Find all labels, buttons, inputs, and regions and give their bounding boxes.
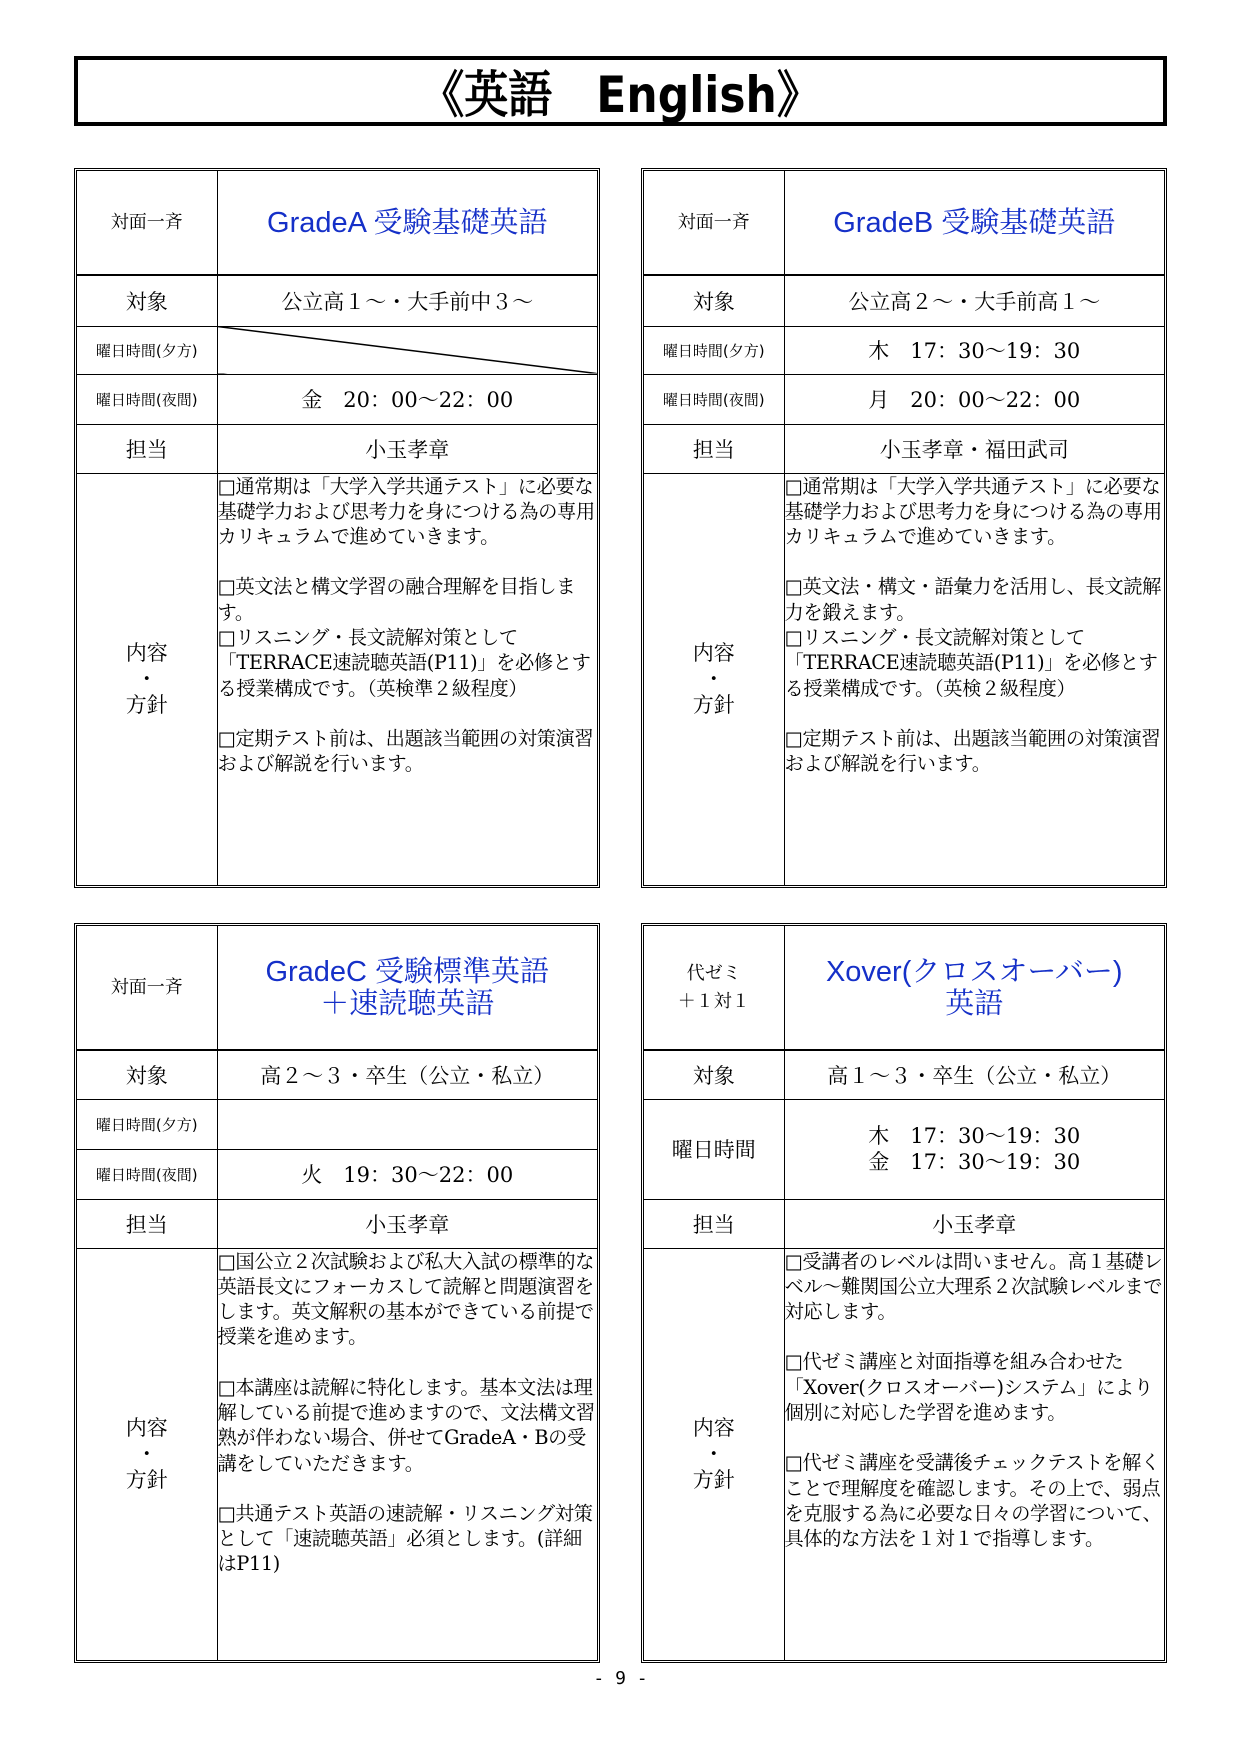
content-paragraph: □代ゼミ講座と対面指導を組み合わせた「Xover(クロスオーバー)システム」により個別に対応した学習を進めます。 (784, 1350, 1153, 1424)
target-label: 対象 (77, 275, 217, 326)
content-label-1: 内容 (125, 1416, 168, 1441)
content-paragraph: □定期テスト前は、出題該当範囲の対策演習および解説を行います。 (217, 726, 594, 776)
course-title-line: GradeC 受験標準英語 (265, 955, 550, 988)
teacher-value: 小玉孝章・福田武司 (784, 424, 1164, 473)
content-label-dot: ・ (136, 1442, 158, 1467)
target-value: 高１～３・卒生（公立・私立） (784, 1050, 1164, 1099)
content-paragraph: □英文法・構文・語彙力を活用し、長文読解力を鍛えます。 (784, 575, 1162, 624)
content-paragraph: □受講者のレベルは問いません。高１基礎レベル～難関国公立大理系２次試験レベルまで対応します。 (784, 1249, 1163, 1324)
evening-label: 曜日時間(夕方) (77, 326, 217, 374)
target-value: 高２～３・卒生（公立・私立） (217, 1050, 597, 1099)
course-kind (644, 926, 784, 1050)
content-paragraph: □国公立２次試験および私大入試の標準的な英語長文にフォーカスして読解と問題演習をします。英文解釈の基本ができている前提で授業を進めます。 (217, 1249, 595, 1349)
course-card-gradec (74, 923, 600, 1663)
teacher-value: 小玉孝章 (217, 424, 597, 473)
evening-label: 曜日時間(夕方) (77, 1099, 217, 1149)
teacher-value: 小玉孝章 (217, 1199, 597, 1248)
content-label-1: 内容 (692, 1416, 735, 1441)
night-value: 火 19：30～22：00 (217, 1149, 597, 1199)
night-value: 金 20：00～22：00 (217, 374, 597, 424)
content-paragraph: □通常期は「大学入学共通テスト」に必要な基礎学力および思考力を身につける為の専用カリキュラムで進めていきます。 (217, 474, 595, 549)
course-title-line: Xover(クロスオーバー) (825, 955, 1123, 988)
content-label-2: 方針 (692, 1468, 735, 1493)
content-paragraph: □リスニング・長文読解対策として「TERRACE速読聴英語(P11)」を必修とする授業構成です。（英検準２級程度） (217, 625, 591, 700)
page-number: - 9 - (593, 1668, 648, 1689)
target-label: 対象 (644, 1050, 784, 1099)
content-label-1: 内容 (692, 641, 735, 666)
course-kind: 対面一斉 (77, 926, 217, 1050)
evening-value: 木 17：30～19：30 (784, 326, 1164, 374)
course-title-line: GradeA 受験基礎英語 (267, 206, 548, 239)
content-label-2: 方針 (125, 693, 168, 718)
night-label: 曜日時間(夜間) (77, 374, 217, 424)
content-text (217, 473, 597, 885)
evening-label: 曜日時間(夕方) (644, 326, 784, 374)
teacher-label: 担当 (77, 1199, 217, 1248)
night-label: 曜日時間(夜間) (77, 1149, 217, 1199)
content-label-dot: ・ (703, 667, 725, 692)
course-card-xover (641, 923, 1167, 1663)
content-paragraph: □英文法と構文学習の融合理解を目指します。 (217, 575, 576, 624)
course-card-gradea (74, 168, 600, 888)
night-label: 曜日時間(夜間) (644, 374, 784, 424)
course-title-line: 英語 (945, 987, 1004, 1020)
schedule-label: 曜日時間 (644, 1099, 784, 1199)
content-text (217, 1248, 597, 1660)
target-value: 公立高１～・大手前中３～ (217, 275, 597, 326)
content-paragraph: □共通テスト英語の速読解・リスニング対策として「速読聴英語」必須とします。(詳細はP11) (217, 1501, 593, 1576)
course-title-line: ＋速読聴英語 (320, 987, 495, 1020)
content-paragraph: □本講座は読解に特化します。基本文法は理解している前提で進めますので、文法構文習熟が伴わない場合、併せてGradeA・Bの受講をしていただきます。 (217, 1375, 595, 1475)
teacher-label: 担当 (77, 424, 217, 473)
target-value: 公立高２～・大手前高１～ (784, 275, 1164, 326)
teacher-label: 担当 (644, 1199, 784, 1248)
course-title-line: GradeB 受験基礎英語 (833, 206, 1116, 239)
page-title: 《英語 English》 (420, 66, 821, 124)
content-label-2: 方針 (125, 1468, 168, 1493)
course-card-gradeb (641, 168, 1167, 888)
content-label (644, 473, 784, 885)
schedule-line: 木 17：30～19：30 (868, 1124, 1081, 1148)
target-label: 対象 (644, 275, 784, 326)
page-title-box (74, 56, 1167, 126)
content-paragraph: □通常期は「大学入学共通テスト」に必要な基礎学力および思考力を身につける為の専用カリキュラムで進めていきます。 (784, 474, 1162, 549)
content-paragraph: □リスニング・長文読解対策として「TERRACE速読聴英語(P11)」を必修とする授業構成です。（英検２級程度） (784, 625, 1158, 700)
course-title (784, 171, 1164, 275)
course-kind: 対面一斉 (77, 171, 217, 275)
content-label-dot: ・ (136, 667, 158, 692)
night-value: 月 20：00～22：00 (784, 374, 1164, 424)
evening-value-empty (217, 326, 597, 374)
teacher-value: 小玉孝章 (784, 1199, 1164, 1248)
content-label-2: 方針 (692, 693, 735, 718)
evening-value-empty (217, 1099, 597, 1149)
target-label: 対象 (77, 1050, 217, 1099)
content-paragraph: □代ゼミ講座を受講後チェックテストを解くことで理解度を確認します。その上で、弱点を克服する為に必要な日々の学習について、具体的な方法を１対１で指導します。 (784, 1451, 1162, 1551)
content-label-dot: ・ (703, 1442, 725, 1467)
content-label (644, 1248, 784, 1660)
teacher-label: 担当 (644, 424, 784, 473)
course-kind-line: ＋１対１ (677, 990, 750, 1012)
course-title (784, 926, 1164, 1050)
course-kind: 対面一斉 (644, 171, 784, 275)
content-text (784, 473, 1164, 885)
content-label (77, 473, 217, 885)
content-text (784, 1248, 1164, 1660)
schedule-value (784, 1099, 1164, 1199)
course-title (217, 171, 597, 275)
schedule-line: 金 17：30～19：30 (868, 1150, 1081, 1174)
content-label-1: 内容 (125, 641, 168, 666)
content-paragraph: □定期テスト前は、出題該当範囲の対策演習および解説を行います。 (784, 726, 1161, 776)
course-title (217, 926, 597, 1050)
content-label (77, 1248, 217, 1660)
course-kind-line: 代ゼミ (686, 962, 741, 984)
